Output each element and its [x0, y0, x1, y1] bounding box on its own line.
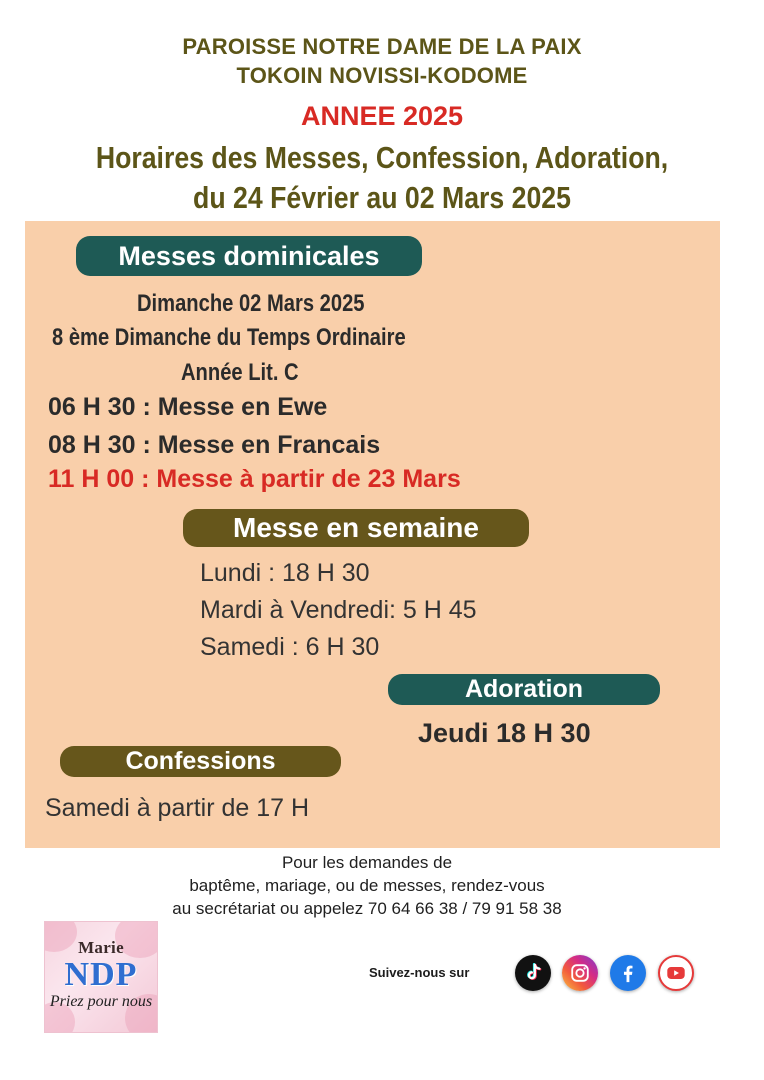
weekday-mass-item: Lundi : 18 H 30	[200, 559, 370, 587]
schedule-title: Horaires des Messes, Confession, Adoration,	[95, 140, 669, 175]
contact-phone-line: au secrétariat ou appelez 70 64 66 38 / 79 91 58 38	[172, 899, 562, 918]
adoration-heading: Adoration	[388, 674, 660, 705]
sunday-masses-heading: Messes dominicales	[76, 236, 422, 276]
weekday-mass-item: Mardi à Vendredi: 5 H 45	[200, 596, 477, 624]
youtube-icon[interactable]	[658, 955, 694, 991]
logo-ndp-text: NDP	[64, 956, 138, 993]
liturgical-sunday: 8 ème Dimanche du Temps Ordinaire	[52, 324, 406, 351]
adoration-time: Jeudi 18 H 30	[418, 718, 591, 748]
sunday-mass-item: 06 H 30 : Messe en Ewe	[48, 393, 328, 421]
contact-line: baptême, mariage, ou de messes, rendez-vous	[189, 876, 545, 895]
weekday-mass-heading: Messe en semaine	[183, 509, 529, 547]
marie-ndp-logo	[44, 921, 158, 1033]
instagram-icon[interactable]	[562, 955, 598, 991]
tiktok-icon[interactable]	[515, 955, 551, 991]
weekday-mass-item: Samedi : 6 H 30	[200, 633, 380, 661]
confessions-time: Samedi à partir de 17 H	[45, 794, 310, 822]
follow-us-label: Suivez-nous sur	[369, 965, 470, 980]
sunday-date: Dimanche 02 Mars 2025	[137, 290, 365, 317]
liturgical-year: Année Lit. C	[181, 359, 299, 386]
parish-name: PAROISSE NOTRE DAME DE LA PAIX	[182, 34, 582, 59]
logo-priez-text: Priez pour nous	[49, 993, 153, 1010]
sunday-mass-item-highlight: 11 H 00 : Messe à partir de 23 Mars	[48, 465, 461, 493]
confessions-heading: Confessions	[60, 746, 341, 777]
contact-line: Pour les demandes de	[281, 853, 453, 872]
facebook-icon[interactable]	[610, 955, 646, 991]
year-label: ANNEE 2025	[300, 101, 464, 131]
sunday-mass-item: 08 H 30 : Messe en Francais	[48, 431, 381, 459]
logo-marie-text: Marie	[78, 938, 124, 957]
parish-location: TOKOIN NOVISSI-KODOME	[236, 63, 528, 88]
schedule-dates: du 24 Février au 02 Mars 2025	[193, 180, 571, 215]
